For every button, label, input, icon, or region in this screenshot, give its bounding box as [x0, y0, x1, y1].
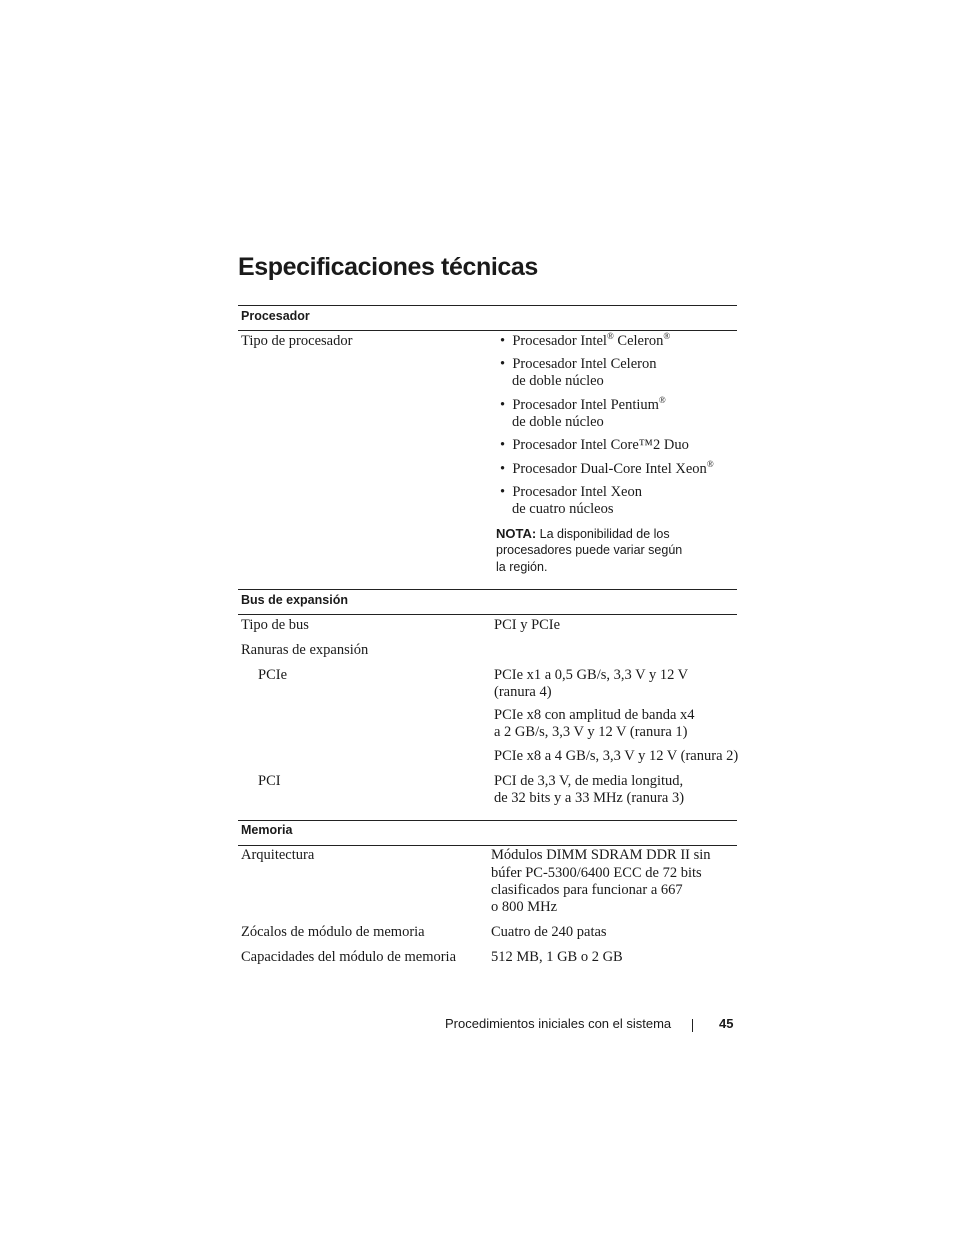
note-label: NOTA: [496, 526, 537, 541]
list-item-continuation: de doble núcleo [512, 373, 604, 389]
footer-section-title: Procedimientos iniciales con el sistema [445, 1016, 672, 1031]
note: NOTA: La disponibilidad de los [496, 526, 670, 541]
list-item: • Procesador Intel Celeron [500, 356, 657, 372]
list-item: • Procesador Intel® Celeron® [500, 331, 671, 349]
pcie-value: PCIe x1 a 0,5 GB/s, 3,3 V y 12 V [494, 667, 689, 683]
processor-type-label: Tipo de procesador [241, 333, 353, 349]
divider [238, 614, 737, 615]
page-number: 45 [719, 1016, 734, 1031]
list-item: • Procesador Intel Core™2 Duo [500, 437, 689, 453]
memory-sockets-value: Cuatro de 240 patas [491, 924, 607, 940]
pcie-value-continuation: a 2 GB/s, 3,3 V y 12 V (ranura 1) [494, 724, 688, 740]
architecture-value-continuation: clasificados para funcionar a 667 [491, 882, 683, 898]
divider [238, 589, 737, 590]
memory-sockets-label: Zócalos de módulo de memoria [241, 924, 425, 940]
list-item-continuation: de doble núcleo [512, 414, 604, 430]
list-item-continuation: de cuatro núcleos [512, 501, 614, 517]
expansion-slots-label: Ranuras de expansión [241, 642, 369, 658]
pci-value: PCI de 3,3 V, de media longitud, [494, 773, 684, 789]
divider [238, 845, 737, 846]
section-header-bus: Bus de expansión [241, 593, 348, 607]
architecture-value: Módulos DIMM SDRAM DDR II sin [491, 847, 711, 863]
pcie-label: PCIe [258, 667, 287, 683]
architecture-value-continuation: búfer PC-5300/6400 ECC de 72 bits [491, 865, 702, 881]
list-item: • Procesador Dual-Core Intel Xeon® [500, 459, 714, 477]
pcie-value: PCIe x8 a 4 GB/s, 3,3 V y 12 V (ranura 2) [494, 748, 739, 764]
pci-label: PCI [258, 773, 281, 789]
memory-capacities-value: 512 MB, 1 GB o 2 GB [491, 949, 623, 965]
divider [238, 305, 737, 306]
note-line: procesadores puede variar según [496, 543, 683, 557]
page-title: Especificaciones técnicas [238, 253, 538, 281]
bus-type-label: Tipo de bus [241, 617, 309, 633]
footer-separator [692, 1019, 693, 1032]
pcie-value-continuation: (ranura 4) [494, 684, 552, 700]
bus-type-value: PCI y PCIe [494, 617, 561, 633]
architecture-label: Arquitectura [241, 847, 315, 863]
section-header-processor: Procesador [241, 309, 310, 323]
list-item: • Procesador Intel Xeon [500, 484, 642, 500]
section-header-memory: Memoria [241, 823, 293, 837]
pcie-value: PCIe x8 con amplitud de banda x4 [494, 707, 695, 723]
divider [238, 820, 737, 821]
note-line: la región. [496, 560, 548, 574]
architecture-value-continuation: o 800 MHz [491, 899, 558, 915]
list-item: • Procesador Intel Pentium® [500, 395, 666, 413]
pci-value-continuation: de 32 bits y a 33 MHz (ranura 3) [494, 790, 685, 806]
memory-capacities-label: Capacidades del módulo de memoria [241, 949, 457, 965]
